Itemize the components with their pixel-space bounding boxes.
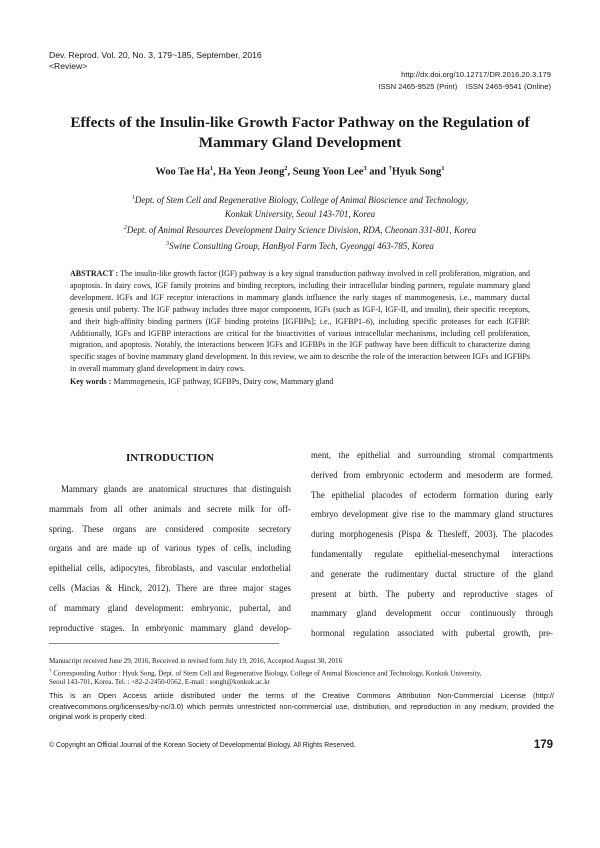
author-separator: , — [287, 166, 293, 178]
abstract — [70, 268, 530, 388]
author-name: Seung Yoon Lee — [292, 166, 364, 178]
manuscript-dates: Manuscript received June 29, 2016, Received in revised form July 19, 2016, Accepted August 30, 2016 — [49, 657, 343, 665]
title-line-2: Mammary Gland Development — [198, 134, 402, 151]
right-column — [311, 446, 553, 644]
author-sup: 3 — [363, 165, 367, 172]
corresponding-line-1: Corresponding Author : Hyuk Song, Dept. of Stem Cell and Regenerative Biology, College of Animal Bioscience and Technology, Konkuk University, — [53, 668, 482, 677]
affiliations — [40, 191, 560, 253]
affiliation — [40, 207, 560, 221]
affiliation — [40, 191, 560, 207]
author-list — [40, 165, 560, 177]
author-name: Hyuk Song — [391, 166, 442, 178]
affiliation-sup: 2 — [123, 225, 127, 231]
article-title — [40, 113, 560, 153]
text-line: fundamentally regulate epithelial-mesenchymal interactions — [311, 548, 553, 559]
article-type: <Review> — [49, 61, 88, 71]
text-line: cells (Macias & Hinck, 2012). There are three major stages — [49, 582, 291, 593]
affiliation-sup: 3 — [166, 241, 170, 247]
text-line: during morphogenesis (Pispa & Thesleff, 2003). The placodes — [311, 529, 553, 540]
text-line: hormonal regulation associated with pubertal growth, pre- — [311, 628, 553, 639]
affiliation — [40, 237, 560, 253]
text-line: organs and are made up of various types of cells, including — [49, 543, 291, 554]
intro-paragraph-right — [311, 446, 553, 644]
section-heading: INTRODUCTION — [125, 452, 214, 464]
footnotes — [49, 657, 554, 688]
text-line: Mammary glands are anatomical structures that distinguish — [61, 484, 291, 494]
affiliation — [40, 221, 560, 237]
intro-paragraph-left — [49, 480, 291, 638]
text-line: The epithelial placodes of ectoderm formation during early — [311, 489, 553, 500]
affiliation-text: Swine Consulting Group, HanByol Farm Tech, Gyeonggi 463-785, Korea — [169, 241, 434, 251]
affiliation-text: Dept. of Animal Resources Development Dairy Science Division, RDA, Cheonan 331-801, Korea — [126, 225, 477, 235]
abstract-label: ABSTRACT : — [70, 269, 119, 278]
affiliation-sup: 1 — [131, 195, 135, 201]
text-line: and generate the rudimentary ductal structure of the gland — [311, 568, 553, 579]
corresponding-footnote-mark: † — [49, 668, 52, 674]
page-number: 179 — [533, 739, 553, 751]
text-line: derived from embryonic ectoderm and mesoderm are formed. — [311, 469, 553, 480]
keywords — [70, 376, 530, 388]
left-column — [49, 449, 291, 638]
author-name: Woo Tae Ha — [155, 166, 210, 178]
text-line: spring. These organs are considered composite secretory — [49, 523, 291, 534]
author-name: Ha Yeon Jeong — [218, 166, 285, 178]
text-line: reproductive stages. In embryonic mammary gland develop- — [49, 622, 291, 633]
author-separator: and — [366, 166, 389, 178]
author-sup: 1 — [209, 165, 214, 172]
journal-citation: Dev. Reprod. Vol. 20, No. 3, 179~185, September, 2016 — [49, 50, 262, 60]
issn: ISSN 2465-9525 (Print) ISSN 2465-9541 (Online) — [378, 81, 551, 91]
affiliation-text: Konkuk University, Seoul 143-701, Korea — [224, 209, 376, 219]
copyright-notice: © Copyright an Official Journal of the Korean Society of Developmental Biology. All Rights Reserved. — [49, 742, 356, 749]
author-sup: 2 — [284, 165, 288, 172]
affiliation-text: Dept. of Stem Cell and Regenerative Biology, College of Animal Bioscience and Technology, — [134, 195, 469, 205]
abstract-body — [70, 268, 530, 375]
text-line: embryo development give rise to the mammary gland structures — [311, 509, 553, 520]
doi-link[interactable]: http://dx.doi.org/10.12717/DR.2016.20.3.179 — [401, 70, 551, 79]
text-line: epithelial cells, adipocytes, fibroblasts, and vascular endothelial — [49, 563, 291, 574]
footnote-divider — [49, 643, 279, 644]
journal-header — [49, 50, 262, 72]
author-sup: 1 — [441, 165, 445, 172]
corresponding-author — [49, 667, 554, 679]
text-line: of mammary gland development: embryonic, pubertal, and — [49, 602, 291, 613]
abstract-text: The insulin-like growth factor (IGF) pathway is a key signal transduction pathway involved in cell proliferation, migration, and apoptosis. In dairy cows, IGF family proteins and binding receptors, including their intracellular binding partners, regulate mammary gland development. IGFs and IGF receptor interactions in mammary glands influence the early stages of mammogenesis, i.e., mammary ductal genesis until puberty. The IGF pathway includes three major components, IGFs (such as IGF-I, IGF-II, and insulin), their specific receptors, and their high-affinity binding partners (IGF binding proteins [IGFBPs]; i.e., IGFBP1–6), including specific proteases for each IGFBP. Additionally, IGFs and IGFBP interactions are critical for the bioactivities of various intracellular mechanisms, including cell proliferation, migration, and apoptosis. Notably, the interactions between IGFs and IGFBPs in the IGF pathway have been difficult to characterize during specific stages of bovine mammary gland development. In this review, we aim to describe the role of the interaction between IGFs and IGFBPs in overall mammary gland development in dairy cows. — [70, 269, 530, 374]
title-line-1: Effects of the Insulin-like Growth Factor Pathway on the Regulation of — [70, 114, 530, 131]
author-separator: , — [213, 166, 219, 178]
keywords-text: Mammogenesis, IGF pathway, IGFBPs, Dairy cow, Mammary gland — [113, 377, 334, 387]
corresponding-mark: † — [388, 165, 392, 172]
corresponding-line-2: Seoul 143-701, Korea. Tel. : +82-2-2450-0562, E-mail : songh@konkuk.ac.kr — [49, 678, 271, 687]
keywords-label: Key words : — [70, 377, 112, 387]
text-line: present at birth. The puberty and reproductive stages of — [311, 588, 553, 599]
text-line: mammary gland development occur continuously through — [311, 608, 553, 619]
text-line: mammals from all other animals and secrete milk for off- — [49, 503, 291, 514]
text-line: ment, the epithelial and surrounding stromal compartments — [311, 450, 553, 460]
doi-block — [378, 69, 551, 92]
open-access-notice: This is an Open Access article distributed under the terms of the Creative Commons Attribution Non-Commercial License (http:// creativecommons.org/licenses/by-nc/3.0) which permits unrestricted non-commercial use, distribution, and reproduction in any medium, provided the original work is properly cited. — [49, 691, 554, 722]
